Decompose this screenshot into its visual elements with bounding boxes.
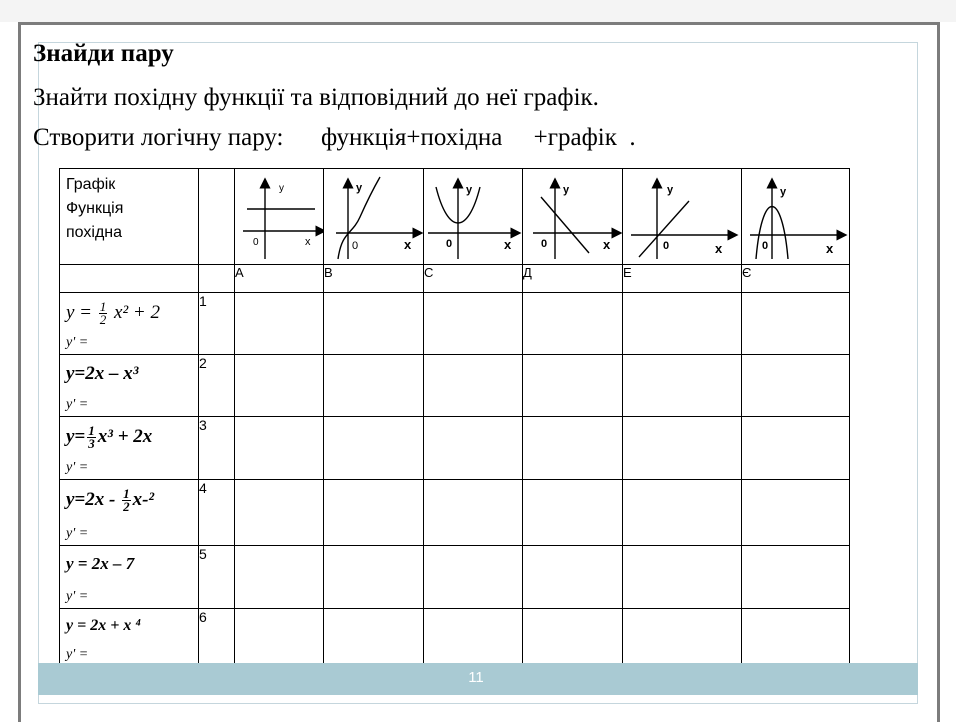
upward-parabola-graph-icon bbox=[424, 169, 522, 263]
answer-cell[interactable] bbox=[424, 417, 523, 480]
answer-cell[interactable] bbox=[324, 293, 424, 355]
axis-x-label: x bbox=[826, 241, 834, 256]
row-number: 6 bbox=[199, 609, 235, 667]
answer-cell[interactable] bbox=[235, 293, 324, 355]
answer-cell[interactable] bbox=[523, 293, 623, 355]
function-cell bbox=[60, 480, 199, 546]
answer-cell[interactable] bbox=[623, 355, 742, 417]
answer-cell[interactable] bbox=[324, 546, 424, 609]
table-row bbox=[60, 417, 850, 480]
answer-cell[interactable] bbox=[623, 417, 742, 480]
column-letter: Д bbox=[523, 265, 623, 293]
table-row bbox=[60, 480, 850, 546]
table-row bbox=[60, 355, 850, 417]
graph-cell-c bbox=[424, 169, 523, 265]
header-derivative-label: похідна bbox=[66, 224, 123, 241]
axis-y-label: y bbox=[667, 184, 674, 196]
table-row bbox=[60, 609, 850, 667]
axis-origin-label: 0 bbox=[541, 238, 548, 250]
downward-parabola-graph-icon bbox=[742, 169, 849, 263]
answer-cell[interactable] bbox=[623, 546, 742, 609]
letter-row bbox=[60, 265, 850, 293]
increasing-line-graph-icon bbox=[623, 169, 741, 263]
answer-cell[interactable] bbox=[235, 609, 324, 667]
function-formula: y= $\frac{1}{3}$ x³ + 2x bbox=[66, 423, 153, 451]
horizontal-line-graph-icon bbox=[235, 169, 323, 263]
derivative-label: y' = bbox=[66, 460, 89, 475]
table-row bbox=[60, 293, 850, 355]
column-letter: E bbox=[623, 265, 742, 293]
answer-cell[interactable] bbox=[523, 355, 623, 417]
function-formula: y = 2x + x ⁴ bbox=[66, 617, 141, 634]
table-row bbox=[60, 546, 850, 609]
axis-y-label: y bbox=[466, 184, 473, 196]
function-formula: y = 2x – 7 bbox=[66, 554, 135, 573]
derivative-label: y' = bbox=[66, 589, 89, 604]
page-number: 11 bbox=[468, 669, 484, 686]
header-graph-label: Графік bbox=[66, 176, 116, 193]
cubic-curve-graph-icon bbox=[324, 169, 423, 263]
function-formula: y = $\frac{1}{2}$ x² + 2 bbox=[66, 299, 160, 327]
column-letter: Є bbox=[742, 265, 850, 293]
empty-cell bbox=[199, 169, 235, 265]
graph-header-row bbox=[60, 169, 850, 265]
answer-cell[interactable] bbox=[235, 480, 324, 546]
answer-cell[interactable] bbox=[324, 480, 424, 546]
axis-origin-label: 0 bbox=[253, 237, 259, 248]
row-number: 1 bbox=[199, 293, 235, 355]
answer-cell[interactable] bbox=[742, 417, 850, 480]
page-title: Знайди пару bbox=[33, 40, 174, 67]
row-number: 5 bbox=[199, 546, 235, 609]
axis-x-label: x bbox=[715, 241, 723, 256]
answer-cell[interactable] bbox=[324, 355, 424, 417]
answer-cell[interactable] bbox=[742, 293, 850, 355]
matching-table bbox=[59, 168, 850, 667]
derivative-label: y' = bbox=[66, 647, 89, 662]
answer-cell[interactable] bbox=[623, 480, 742, 546]
function-cell bbox=[60, 546, 199, 609]
slide-footer bbox=[38, 663, 918, 695]
answer-cell[interactable] bbox=[623, 609, 742, 667]
answer-cell[interactable] bbox=[523, 546, 623, 609]
answer-cell[interactable] bbox=[742, 609, 850, 667]
answer-cell[interactable] bbox=[742, 355, 850, 417]
derivative-label: y' = bbox=[66, 335, 89, 350]
function-cell bbox=[60, 609, 199, 667]
answer-cell[interactable] bbox=[742, 480, 850, 546]
axis-origin-label: 0 bbox=[663, 240, 670, 252]
axis-x-label: x bbox=[504, 237, 512, 252]
graph-cell-d bbox=[523, 169, 623, 265]
derivative-label: y' = bbox=[66, 526, 89, 541]
column-letter: A bbox=[235, 265, 324, 293]
decreasing-line-graph-icon bbox=[523, 169, 622, 263]
graph-cell-ye bbox=[742, 169, 850, 265]
answer-cell[interactable] bbox=[742, 546, 850, 609]
axis-x-label: x bbox=[404, 237, 412, 252]
axis-origin-label: 0 bbox=[762, 240, 769, 252]
function-cell bbox=[60, 293, 199, 355]
column-letter: C bbox=[424, 265, 523, 293]
function-cell bbox=[60, 355, 199, 417]
axis-y-label: y bbox=[780, 186, 787, 198]
derivative-label: y' = bbox=[66, 397, 89, 412]
row-number: 2 bbox=[199, 355, 235, 417]
answer-cell[interactable] bbox=[424, 609, 523, 667]
axis-y-label: y bbox=[356, 182, 363, 194]
axis-origin-label: 0 bbox=[446, 238, 453, 250]
answer-cell[interactable] bbox=[235, 355, 324, 417]
function-formula: y=2x - $\frac{1}{2}$ x-² bbox=[66, 486, 155, 514]
axis-x-label: x bbox=[603, 237, 611, 252]
function-cell bbox=[60, 417, 199, 480]
row-number: 4 bbox=[199, 480, 235, 546]
task-description: Знайти похідну функції та відповідний до неї графік. bbox=[33, 84, 599, 111]
answer-cell[interactable] bbox=[235, 546, 324, 609]
answer-cell[interactable] bbox=[424, 293, 523, 355]
header-function-label: Функція bbox=[66, 200, 124, 217]
axis-y-label: y bbox=[279, 183, 284, 194]
column-letter: B bbox=[324, 265, 424, 293]
answer-cell[interactable] bbox=[324, 609, 424, 667]
answer-cell[interactable] bbox=[523, 609, 623, 667]
graph-cell-b bbox=[324, 169, 424, 265]
task-instruction: Створити логічну пару: функція+похідна +графік . bbox=[33, 124, 636, 151]
answer-cell[interactable] bbox=[523, 480, 623, 546]
header-cell bbox=[60, 169, 199, 265]
answer-cell[interactable] bbox=[235, 417, 324, 480]
answer-cell[interactable] bbox=[424, 480, 523, 546]
answer-cell[interactable] bbox=[424, 355, 523, 417]
answer-cell[interactable] bbox=[623, 293, 742, 355]
top-bar bbox=[0, 0, 956, 22]
axis-y-label: y bbox=[563, 184, 570, 196]
empty-cell bbox=[199, 265, 235, 293]
axis-x-label: x bbox=[305, 236, 311, 248]
answer-cell[interactable] bbox=[523, 417, 623, 480]
answer-cell[interactable] bbox=[424, 546, 523, 609]
graph-cell-a bbox=[235, 169, 324, 265]
function-formula: y=2x – x³ bbox=[66, 363, 139, 384]
empty-cell bbox=[60, 265, 199, 293]
answer-cell[interactable] bbox=[324, 417, 424, 480]
axis-origin-label: 0 bbox=[352, 240, 359, 252]
row-number: 3 bbox=[199, 417, 235, 480]
graph-cell-e bbox=[623, 169, 742, 265]
